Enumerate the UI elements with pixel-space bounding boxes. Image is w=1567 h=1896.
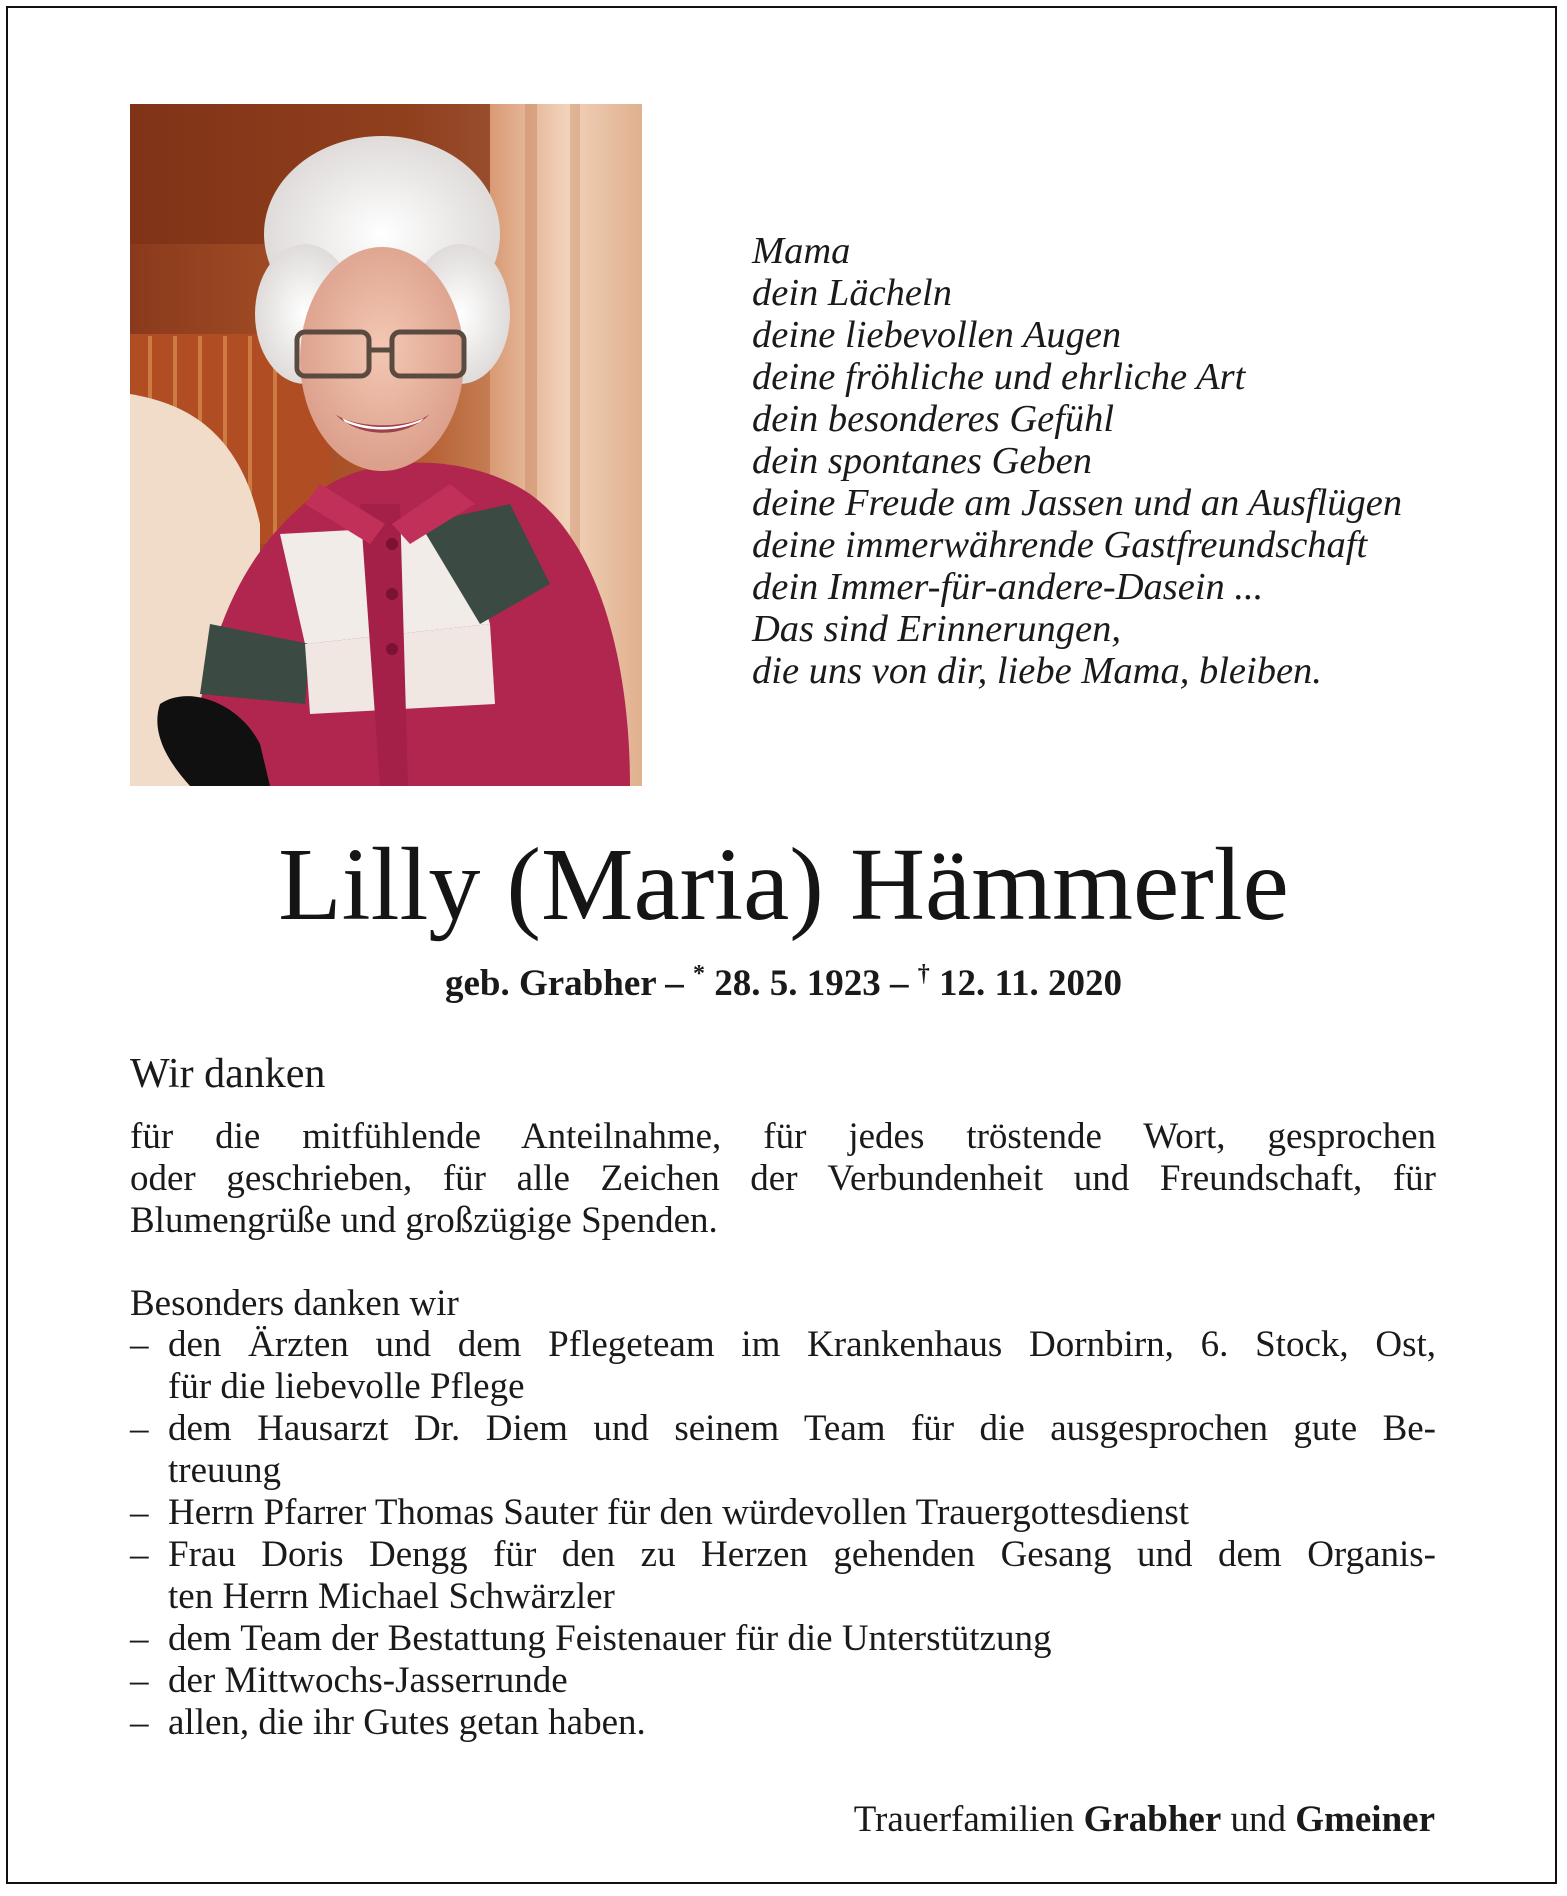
signature-prefix: Trauerfamilien [853,1799,1075,1840]
list-item [130,1408,1436,1492]
poem-line: dein besonderes Gefühl [752,398,1115,440]
portrait-illustration [130,104,642,786]
birth-symbol: * [693,961,706,987]
list-item-line: ten Herrn Michael Schwärzler [168,1576,615,1617]
list-item-line: – der Mittwochs-Jasserrunde [168,1660,568,1701]
portrait-photo [130,104,642,786]
thanks-line: Blumengrüße und großzügige Spenden. [130,1200,718,1241]
list-item [130,1534,1436,1618]
memorial-poem [752,230,1472,692]
dates-separator: – [665,963,684,1004]
family-name-1: Grabher [1083,1799,1222,1840]
poem-line: dein Lächeln [752,272,952,314]
dates-separator: – [890,963,909,1004]
list-item-line: treuung [168,1450,282,1491]
thanks-paragraph [130,1116,1436,1242]
thanks-line: oder geschrieben, für alle Zeichen der Verbundenheit und Freundschaft, für [130,1158,1436,1199]
signature-conjunction: und [1230,1799,1287,1840]
list-item [130,1660,1436,1702]
poem-line: Mama [752,230,851,272]
death-symbol: † [917,961,930,987]
list-item-line: – Herrn Pfarrer Thomas Sauter für den würdevollen Trauergottesdienst [168,1492,1190,1533]
poem-line: deine Freude am Jassen und an Ausflügen [752,482,1403,524]
list-item [130,1324,1436,1408]
list-item [130,1618,1436,1660]
special-thanks-heading: Besonders danken wir [130,1283,459,1324]
list-item-line: – den Ärzten und dem Pflegeteam im Krankenhaus Dornbirn, 6. Stock, Ost, [168,1324,1436,1365]
poem-line: deine liebevollen Augen [752,314,1122,356]
maiden-name: geb. Grabher [444,963,657,1004]
list-item [130,1492,1436,1534]
birth-date: 28. 5. 1923 [714,963,881,1004]
poem-line: deine fröhliche und ehrliche Art [752,356,1246,398]
list-item-line: – Frau Doris Dengg für den zu Herzen gehenden Gesang und dem Organis- [168,1534,1436,1575]
poem-line: die uns von dir, liebe Mama, bleiben. [752,650,1322,692]
deceased-name: Lilly (Maria) Hämmerle [278,827,1289,942]
list-item-line: – dem Team der Bestattung Feistenauer für die Unterstützung [168,1618,1052,1659]
death-date: 12. 11. 2020 [939,963,1122,1004]
signature [854,1798,1435,1842]
list-item-line: für die liebevolle Pflege [168,1366,525,1407]
special-thanks-list [130,1324,1436,1744]
poem-line: dein spontanes Geben [752,440,1093,482]
thanks-heading: Wir danken [130,1051,326,1097]
poem-line: deine immerwährende Gastfreundschaft [752,524,1368,566]
poem-line: Das sind Erinnerungen, [752,608,1121,650]
life-dates [0,952,1567,1006]
poem-line: dein Immer-für-andere-Dasein ... [752,566,1264,608]
list-item-line: – dem Hausarzt Dr. Diem und seinem Team für die ausgesprochen gute Be- [168,1408,1436,1449]
family-name-2: Gmeiner [1295,1799,1435,1840]
list-item-line: – allen, die ihr Gutes getan haben. [168,1702,646,1743]
list-item [130,1702,1436,1744]
thanks-line: für die mitfühlende Anteilnahme, für jedes tröstende Wort, gesprochen [130,1116,1436,1157]
